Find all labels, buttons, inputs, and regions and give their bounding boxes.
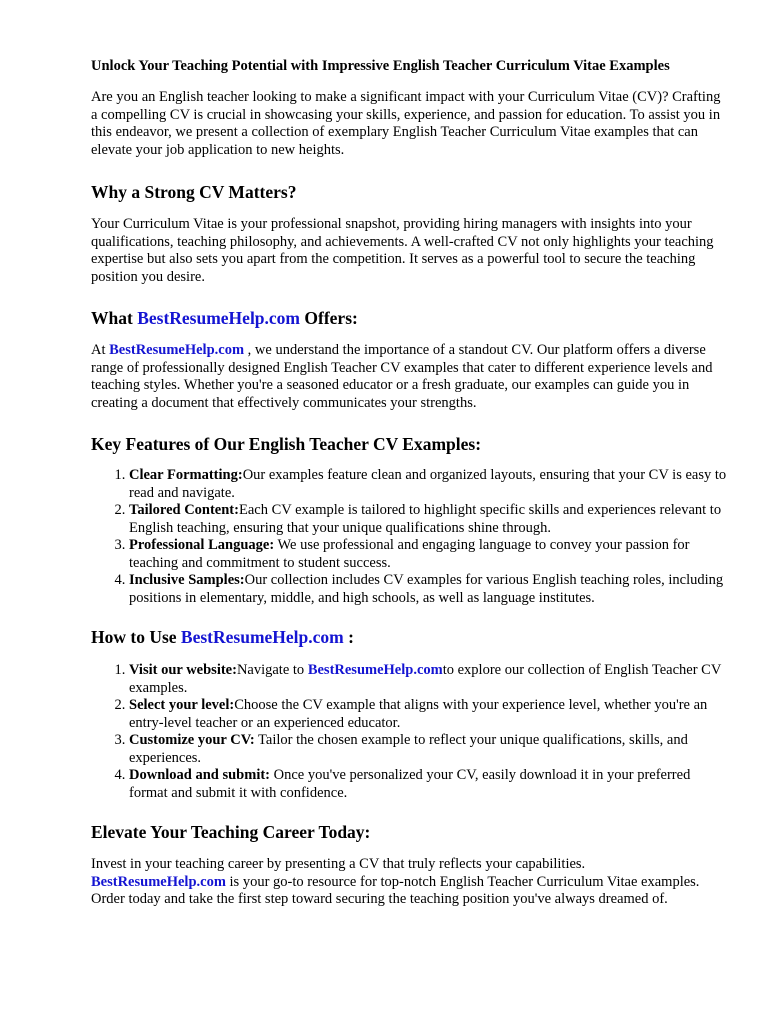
elevate-link[interactable]: BestResumeHelp.com [91,873,226,890]
step-label: Download and submit: [129,767,271,783]
feature-text: We use professional and engaging language to convey your passion for teaching and commitment to student success. [129,537,690,571]
step-link[interactable]: BestResumeHelp.com [307,662,443,678]
step-text-post: to explore our collection of English Teacher CV examples. [129,662,722,696]
howto-heading-link[interactable]: BestResumeHelp.com [180,627,344,647]
features-heading: Key Features of Our English Teacher CV Examples: [91,434,482,454]
howto-heading-pre: How to Use [91,627,181,647]
list-item [129,697,728,732]
what-heading [91,308,728,329]
feature-text: Our examples feature clean and organized layouts, ensuring that your CV is easy to read and navigate. [129,467,727,501]
step-text: Tailor the chosen example to reflect your unique qualifications, skills, and experiences. [129,732,688,766]
list-item [129,732,728,767]
list-item [129,767,728,802]
document-title: Unlock Your Teaching Potential with Impressive English Teacher Curriculum Vitae Examples [91,58,670,74]
what-body-post: , we understand the importance of a standout CV. Our platform offers a diverse range of professionally designed English Teacher CV examples that cater to different experience levels and teaching styles. Whether you're a seasoned educator or a fresh graduate, our examples can guide you in creating a document that effectively communicates your strengths. [91,342,713,411]
feature-text: Our collection includes CV examples for various English teaching roles, including positions in elementary, middle, and high schools, as well as language institutes. [129,572,724,606]
intro-paragraph: Are you an English teacher looking to make a significant impact with your Curriculum Vitae (CV)? Crafting a compelling CV is crucial in showcasing your skills, experience, and passion for education. To assist you in this endeavor, we present a collection of exemplary English Teacher Curriculum Vitae examples that can elevate your job application to new heights. [91,89,721,158]
feature-label: Tailored Content: [129,502,239,518]
what-body-link[interactable]: BestResumeHelp.com [109,342,245,358]
feature-label: Clear Formatting: [129,467,243,483]
elevate-heading: Elevate Your Teaching Career Today: [91,822,371,842]
list-item [129,537,728,572]
step-label: Visit our website: [129,662,237,678]
howto-heading [91,627,728,648]
what-body-pre: At [91,342,110,358]
elevate-line1: Invest in your teaching career by presenting a CV that truly reflects your capabilities. [91,856,586,872]
howto-list [91,662,728,802]
why-heading: Why a Strong CV Matters? [91,182,297,202]
list-item [129,572,728,607]
step-text: Choose the CV example that aligns with your experience level, whether you're an entry-level teacher or an experienced educator. [129,697,708,731]
what-heading-pre: What [91,308,138,328]
elevate-post: is your go-to resource for top-notch English Teacher Curriculum Vitae examples. Order today and take the first step toward securing the teaching position you've always dreamed of. [91,873,700,907]
feature-label: Professional Language: [129,537,275,553]
step-label: Select your level: [129,697,235,713]
feature-text: Each CV example is tailored to highlight specific skills and experiences relevant to English teaching, ensuring that your unique qualifications shine through. [129,502,722,536]
what-paragraph [91,342,728,412]
howto-heading-post: : [343,627,354,647]
list-item [129,467,728,502]
why-paragraph: Your Curriculum Vitae is your professional snapshot, providing hiring managers with insights into your qualifications, teaching philosophy, and achievements. A well-crafted CV not only highlights your teaching expertise but also sets you apart from the competition. It serves as a powerful tool to secure the teaching position you desire. [91,216,714,285]
feature-label: Inclusive Samples: [129,572,245,588]
elevate-paragraph [91,856,728,909]
list-item [129,502,728,537]
step-text: Once you've personalized your CV, easily download it in your preferred format and submit it with confidence. [129,767,691,801]
step-text-pre: Navigate to [236,662,308,678]
list-item [129,662,728,697]
what-heading-post: Offers: [300,308,358,328]
what-heading-link[interactable]: BestResumeHelp.com [137,308,301,328]
step-label: Customize your CV: [129,732,255,748]
features-list [91,467,728,607]
